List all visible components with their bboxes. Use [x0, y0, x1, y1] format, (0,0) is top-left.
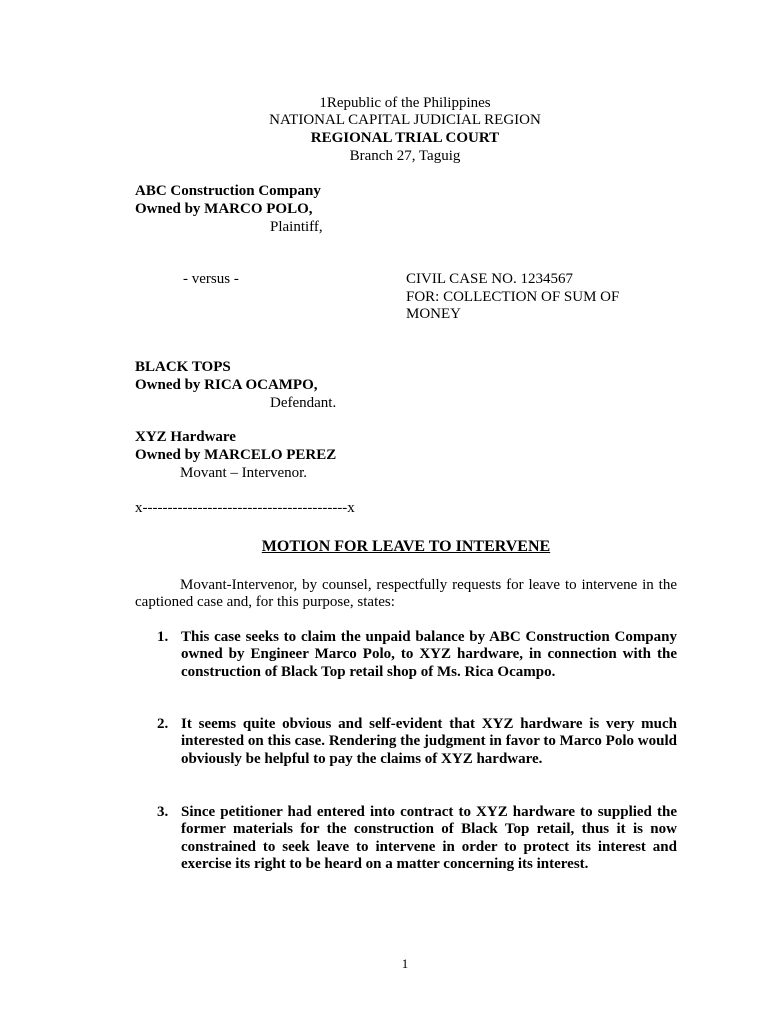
versus-label: - versus - — [183, 271, 239, 287]
caption-separator: x-----------------------------------------x — [135, 500, 355, 516]
item-number: 1. — [157, 629, 169, 645]
item-text: This case seeks to claim the unpaid balance by ABC Construction Company owned by Engineer Marco Polo, to XYZ hardware, in connection with the construction of Black Top retail shop of Ms. Rica Ocampo. — [181, 629, 677, 680]
intro-paragraph: Movant-Intervenor, by counsel, respectfully requests for leave to intervene in the captioned case and, for this purpose, states: — [135, 577, 677, 611]
plaintiff-name: ABC Construction Company — [135, 183, 321, 199]
item-number: 2. — [157, 716, 169, 732]
page-number: 1 — [401, 956, 409, 971]
header-branch: Branch 27, Taguig — [349, 148, 461, 164]
intervenor-owner: Owned by MARCELO PEREZ — [135, 447, 337, 463]
header-court: REGIONAL TRIAL COURT — [310, 130, 500, 146]
intervenor-name: XYZ Hardware — [135, 429, 236, 445]
defendant-role: Defendant. — [270, 395, 337, 411]
item-text: It seems quite obvious and self-evident that XYZ hardware is very much interested on this case. Rendering the judgment in favor to Marco Polo would obviously be helpful to pay the claims of XYZ hardware. — [181, 716, 677, 767]
item-text: Since petitioner had entered into contract to XYZ hardware to supplied the former materials for the construction of Black Top retail, thus it is now constrained to seek leave to intervene in order to protect its interest and exercise its right to be heard on a matter concerning its interest. — [181, 804, 677, 873]
plaintiff-role: Plaintiff, — [270, 219, 323, 235]
case-for-line1: FOR: COLLECTION OF SUM OF — [406, 289, 620, 305]
case-number: CIVIL CASE NO. 1234567 — [406, 271, 573, 287]
case-for-line2: MONEY — [406, 306, 461, 322]
document-title: MOTION FOR LEAVE TO INTERVENE — [261, 538, 551, 555]
plaintiff-owner: Owned by MARCO POLO, — [135, 201, 313, 217]
defendant-name: BLACK TOPS — [135, 359, 231, 375]
header-country: 1Republic of the Philippines — [319, 95, 491, 111]
item-number: 3. — [157, 804, 169, 820]
intervenor-role: Movant – Intervenor. — [180, 465, 308, 481]
defendant-owner: Owned by RICA OCAMPO, — [135, 377, 318, 393]
header-region: NATIONAL CAPITAL JUDICIAL REGION — [269, 112, 541, 128]
